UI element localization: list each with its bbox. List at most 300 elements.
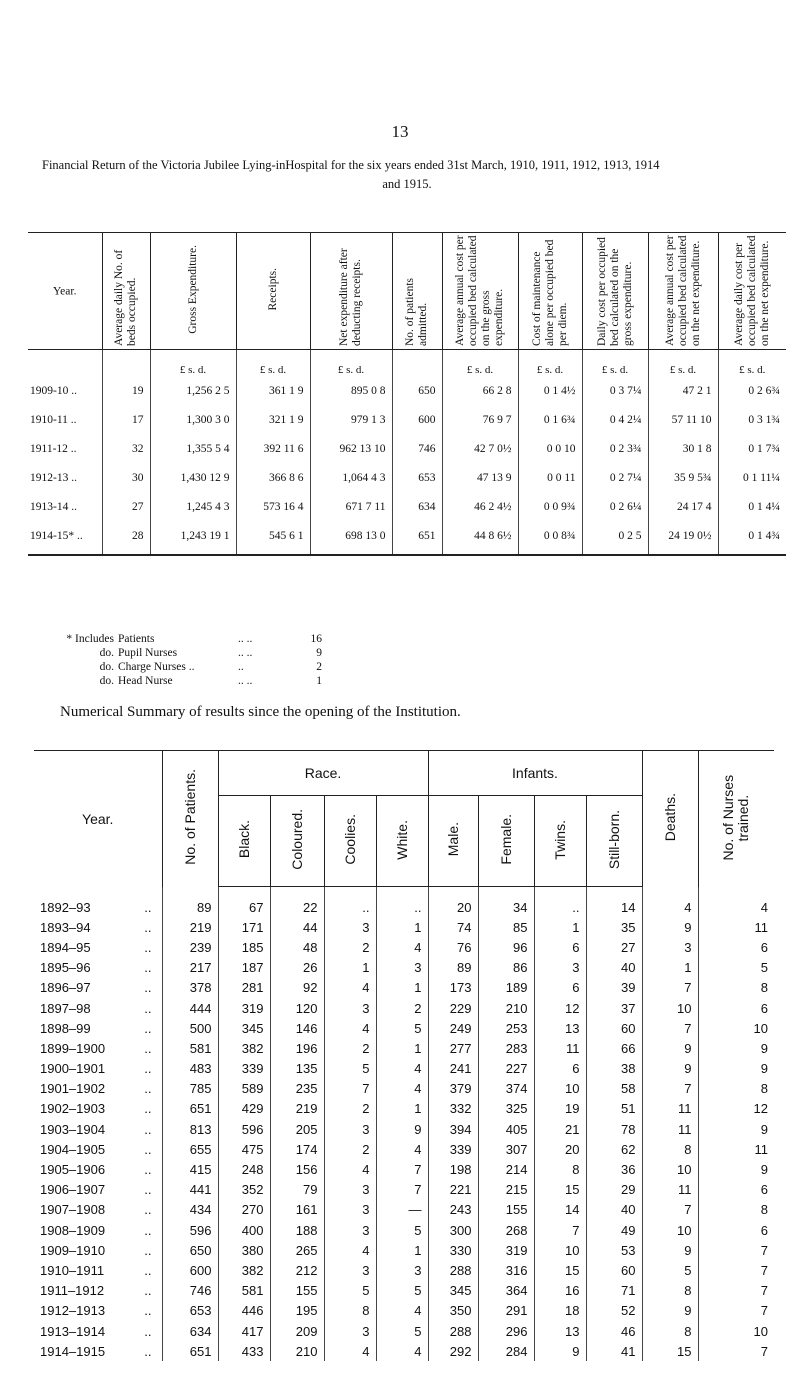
summary-value-cell: 581 [162,1038,218,1058]
summary-value-cell: 345 [218,1018,270,1038]
summary-value-cell: 11 [642,1099,698,1119]
summary-value-cell: 650 [162,1240,218,1260]
summary-value-cell: 3 [324,1119,376,1139]
summary-value-cell: 217 [162,958,218,978]
summary-header-male: Male. [428,796,478,887]
summary-value-cell: 209 [270,1321,324,1341]
summary-value-cell: 268 [478,1220,534,1240]
summary-value-cell: 9 [642,1038,698,1058]
fin-unit-cell: £ s. d. [648,350,718,377]
summary-value-cell: 288 [428,1260,478,1280]
summary-value-cell: 239 [162,937,218,957]
summary-value-cell: 1 [376,978,428,998]
summary-value-cell: 1 [376,1099,428,1119]
summary-value-cell: 6 [698,1220,774,1240]
fin-value-cell: 1,430 12 9 [150,463,236,492]
summary-value-cell: 7 [376,1180,428,1200]
summary-value-cell: 156 [270,1159,324,1179]
summary-value-cell: 210 [270,1341,324,1361]
summary-value-cell: 221 [428,1180,478,1200]
fin-value-cell: 0 0 11 [518,463,582,492]
summary-value-cell: 283 [478,1038,534,1058]
summary-year-cell: 1911–1912 .. [40,1283,152,1299]
summary-year-cell: 1908–1909 .. [40,1222,152,1238]
summary-value-cell: 655 [162,1139,218,1159]
summary-value-cell: 7 [642,1018,698,1038]
fin-value-cell: 651 [392,521,442,555]
summary-value-cell: 296 [478,1321,534,1341]
summary-value-cell: 5 [642,1260,698,1280]
summary-table-row [34,1220,774,1240]
fin-value-cell: 57 11 10 [648,405,718,434]
fin-value-cell: 671 7 11 [310,492,392,521]
summary-value-cell: 248 [218,1159,270,1179]
summary-table-row [34,1059,774,1079]
summary-value-cell: 155 [478,1200,534,1220]
summary-table-row [34,1200,774,1220]
summary-value-cell: 214 [478,1159,534,1179]
summary-table-row [34,897,774,917]
summary-value-cell: 8 [642,1139,698,1159]
summary-value-cell: 58 [586,1079,642,1099]
summary-value-cell: 746 [162,1281,218,1301]
summary-value-cell: 6 [698,1180,774,1200]
summary-year-cell: 1894–95 .. [40,939,152,955]
fin-header-col-6: Average annual cost per occupied bed calculated on the gross expenditure. [442,233,518,350]
summary-value-cell: 2 [324,1038,376,1058]
summary-value-cell: 146 [270,1018,324,1038]
summary-header-coloured: Coloured. [270,796,324,887]
footnote-row [52,674,322,688]
fin-value-cell: 32 [102,434,150,463]
summary-value-cell: 89 [428,958,478,978]
summary-value-cell: 7 [698,1301,774,1321]
financial-title-line2: and 1915. [382,177,432,191]
summary-value-cell: 79 [270,1180,324,1200]
summary-value-cell: 8 [534,1159,586,1179]
summary-year-cell: 1895–96 .. [40,960,152,976]
summary-value-cell: 14 [586,897,642,917]
summary-value-cell: 9 [642,1301,698,1321]
summary-value-cell: 600 [162,1260,218,1280]
fin-value-cell: 366 8 6 [236,463,310,492]
summary-value-cell: 18 [534,1301,586,1321]
summary-year-cell: 1900–1901 .. [40,1061,152,1077]
summary-value-cell: — [376,1200,428,1220]
summary-table-row [34,1240,774,1260]
summary-table-row [34,1079,774,1099]
fin-value-cell: 321 1 9 [236,405,310,434]
financial-title [42,156,772,194]
summary-value-cell: 444 [162,998,218,1018]
summary-value-cell: 8 [642,1321,698,1341]
summary-value-cell: 12 [698,1099,774,1119]
summary-value-cell: 7 [376,1159,428,1179]
fin-value-cell: 0 1 6¾ [518,405,582,434]
summary-value-cell: 189 [478,978,534,998]
summary-group-infants: Infants. [428,751,642,796]
summary-value-cell: 434 [162,1200,218,1220]
summary-year-cell: 1913–1914 .. [40,1323,152,1339]
summary-value-cell: 7 [642,1200,698,1220]
fin-value-cell: 0 2 6¾ [718,376,786,405]
summary-header-deaths: Deaths. [642,751,698,887]
summary-value-cell: 265 [270,1240,324,1260]
summary-value-cell: 379 [428,1079,478,1099]
summary-value-cell: 5 [376,1018,428,1038]
summary-value-cell: 4 [376,1139,428,1159]
summary-value-cell: 653 [162,1301,218,1321]
summary-value-cell: 9 [698,1159,774,1179]
summary-value-cell: 60 [586,1018,642,1038]
summary-value-cell: 185 [218,937,270,957]
summary-value-cell: 9 [698,1059,774,1079]
summary-value-cell: 67 [218,897,270,917]
summary-header-year: Year. [34,751,162,887]
summary-value-cell: 5 [324,1281,376,1301]
summary-value-cell: 3 [642,937,698,957]
summary-year-cell: 1899–1900 .. [40,1040,152,1056]
summary-value-cell: 155 [270,1281,324,1301]
fin-header-col-3: Receipts. [236,233,310,350]
summary-header-stillborn: Still-born. [586,796,642,887]
summary-value-cell: 188 [270,1220,324,1240]
summary-value-cell: 5 [698,958,774,978]
summary-value-cell: 4 [376,1059,428,1079]
summary-value-cell: 2 [324,937,376,957]
summary-table-row [34,1119,774,1139]
fin-value-cell: 0 0 10 [518,434,582,463]
summary-value-cell: 374 [478,1079,534,1099]
summary-value-cell: 415 [162,1159,218,1179]
fin-table-row [28,376,786,405]
fin-value-cell: 0 3 1¾ [718,405,786,434]
fin-value-cell: 44 8 6½ [442,521,518,555]
summary-value-cell: 651 [162,1099,218,1119]
fin-value-cell: 653 [392,463,442,492]
summary-year-cell: 1907–1908 .. [40,1202,152,1218]
summary-value-cell: 6 [698,998,774,1018]
summary-value-cell: 405 [478,1119,534,1139]
summary-value-cell: 78 [586,1119,642,1139]
summary-value-cell: 339 [218,1059,270,1079]
summary-value-cell: 37 [586,998,642,1018]
footnote-lead: * Includes [66,633,114,645]
footnote-item: Pupil Nurses [118,647,178,659]
summary-value-cell: 39 [586,978,642,998]
summary-value-cell: 8 [698,1200,774,1220]
summary-value-cell: 11 [642,1180,698,1200]
summary-value-cell: 270 [218,1200,270,1220]
summary-value-cell: 26 [270,958,324,978]
summary-header-female: Female. [478,796,534,887]
summary-year-cell: 1905–1906 .. [40,1162,152,1178]
fin-value-cell: 30 1 8 [648,434,718,463]
footnote-dots: .. .. [238,675,253,687]
fin-header-year: Year. [28,233,102,350]
summary-value-cell: 4 [324,978,376,998]
summary-value-cell: 364 [478,1281,534,1301]
summary-value-cell: 319 [218,998,270,1018]
summary-value-cell: 92 [270,978,324,998]
summary-value-cell: 446 [218,1301,270,1321]
summary-value-cell: 3 [376,1260,428,1280]
summary-year-cell: 1896–97 .. [40,980,152,996]
fin-header-col-7: Cost of maintenance alone per occupied bed per diem. [518,233,582,350]
summary-value-cell: 1 [324,958,376,978]
summary-group-race: Race. [218,751,428,796]
summary-value-cell: 4 [324,1341,376,1361]
summary-value-cell: 400 [218,1220,270,1240]
summary-value-cell: 174 [270,1139,324,1159]
summary-value-cell: 4 [642,897,698,917]
summary-year-cell: 1903–1904 .. [40,1121,152,1137]
summary-value-cell: 5 [376,1220,428,1240]
footnote-row [52,660,322,674]
summary-value-cell: 14 [534,1200,586,1220]
summary-header-patients: No. of Patients. [162,751,218,887]
fin-value-cell: 76 9 7 [442,405,518,434]
summary-value-cell: 35 [586,917,642,937]
fin-value-cell: 0 1 4¼ [718,492,786,521]
summary-value-cell: 1 [534,917,586,937]
summary-value-cell: 4 [698,897,774,917]
summary-value-cell: 49 [586,1220,642,1240]
summary-value-cell: 288 [428,1321,478,1341]
summary-value-cell: 249 [428,1018,478,1038]
summary-value-cell: 350 [428,1301,478,1321]
summary-value-cell: 332 [428,1099,478,1119]
summary-value-cell: 300 [428,1220,478,1240]
summary-value-cell: 11 [698,1139,774,1159]
summary-year-cell: 1897–98 .. [40,1000,152,1016]
summary-value-cell: 339 [428,1139,478,1159]
summary-value-cell: 20 [534,1139,586,1159]
summary-value-cell: 10 [534,1240,586,1260]
summary-value-cell: 210 [478,998,534,1018]
summary-table-row [34,1018,774,1038]
financial-return-table [28,232,786,556]
fin-year-cell: 1914-15* .. [28,521,102,555]
summary-table-row [34,1038,774,1058]
summary-table-row [34,978,774,998]
fin-table-row [28,492,786,521]
summary-value-cell: 187 [218,958,270,978]
summary-year-cell: 1909–1910 .. [40,1242,152,1258]
fin-value-cell: 0 2 6¼ [582,492,648,521]
fin-year-cell: 1910-11 .. [30,413,77,426]
footnote-lead: do. [99,647,114,659]
summary-value-cell: 3 [534,958,586,978]
fin-value-cell: 1,256 2 5 [150,376,236,405]
summary-value-cell: 51 [586,1099,642,1119]
fin-value-cell: 0 2 7¼ [582,463,648,492]
summary-value-cell: 9 [642,917,698,937]
summary-value-cell: 46 [586,1321,642,1341]
fin-value-cell: 0 1 11¼ [718,463,786,492]
summary-year-cell: 1910–1911 .. [40,1262,152,1278]
summary-value-cell: 96 [478,937,534,957]
footnotes [52,632,322,688]
summary-value-cell: 74 [428,917,478,937]
summary-value-cell: 307 [478,1139,534,1159]
summary-value-cell: 651 [162,1341,218,1361]
summary-value-cell: 596 [162,1220,218,1240]
summary-value-cell: 7 [324,1079,376,1099]
summary-value-cell: .. [534,897,586,917]
footnote-item: Charge Nurses .. [118,661,195,673]
summary-value-cell: 4 [324,1240,376,1260]
fin-header-col-5: No. of patients admitted. [392,233,442,350]
summary-header-coolies: Coolies. [324,796,376,887]
summary-value-cell: 281 [218,978,270,998]
summary-value-cell: 11 [534,1038,586,1058]
summary-value-cell: 6 [534,937,586,957]
summary-value-cell: 89 [162,897,218,917]
summary-header-nurses: No. of Nurses trained. [698,751,774,887]
summary-value-cell: 9 [534,1341,586,1361]
fin-header-col-8: Daily cost per occupied bed calculated on the gross expenditure. [582,233,648,350]
summary-value-cell: 378 [162,978,218,998]
summary-value-cell: 86 [478,958,534,978]
fin-header-col-1: Average daily No. of beds occupied. [102,233,150,350]
fin-value-cell: 361 1 9 [236,376,310,405]
summary-value-cell: 227 [478,1059,534,1079]
fin-value-cell: 28 [102,521,150,555]
fin-value-cell: 0 4 2¼ [582,405,648,434]
summary-table-row [34,937,774,957]
summary-value-cell: 9 [698,1038,774,1058]
fin-unit-cell: £ s. d. [582,350,648,377]
fin-value-cell: 24 19 0½ [648,521,718,555]
summary-value-cell: 20 [428,897,478,917]
fin-unit-cell: £ s. d. [718,350,786,377]
summary-value-cell: 2 [324,1139,376,1159]
summary-value-cell: 48 [270,937,324,957]
fin-unit-cell: £ s. d. [442,350,518,377]
summary-value-cell: 34 [478,897,534,917]
fin-unit-cell: £ s. d. [518,350,582,377]
summary-value-cell: 441 [162,1180,218,1200]
fin-table-row [28,405,786,434]
summary-value-cell: 8 [324,1301,376,1321]
summary-value-cell: 235 [270,1079,324,1099]
summary-value-cell: 13 [534,1018,586,1038]
summary-header-black: Black. [218,796,270,887]
fin-value-cell: 17 [102,405,150,434]
footnote-value: 1 [316,675,322,687]
fin-table-row [28,434,786,463]
fin-value-cell: 0 2 5 [582,521,648,555]
summary-value-cell: 85 [478,917,534,937]
summary-value-cell: 29 [586,1180,642,1200]
summary-value-cell: 2 [324,1099,376,1119]
summary-value-cell: 4 [376,937,428,957]
fin-value-cell: 545 6 1 [236,521,310,555]
summary-value-cell: 7 [698,1260,774,1280]
summary-value-cell: 382 [218,1260,270,1280]
summary-value-cell: 171 [218,917,270,937]
numerical-summary-table [34,750,774,1361]
summary-value-cell: 4 [376,1341,428,1361]
fin-unit-cell: £ s. d. [236,350,310,377]
summary-value-cell: 325 [478,1099,534,1119]
summary-value-cell: 219 [270,1099,324,1119]
summary-value-cell: 483 [162,1059,218,1079]
summary-value-cell: 53 [586,1240,642,1260]
summary-value-cell: 1 [642,958,698,978]
summary-value-cell: 394 [428,1119,478,1139]
summary-value-cell: 3 [324,998,376,1018]
summary-value-cell: 10 [642,998,698,1018]
summary-value-cell: 27 [586,937,642,957]
summary-value-cell: 3 [324,1180,376,1200]
summary-value-cell: 3 [324,1321,376,1341]
footnote-lead: do. [99,675,114,687]
summary-value-cell: 11 [698,917,774,937]
summary-value-cell: 16 [534,1281,586,1301]
fin-value-cell: 1,064 4 3 [310,463,392,492]
summary-value-cell: 581 [218,1281,270,1301]
fin-value-cell: 42 7 0½ [442,434,518,463]
summary-value-cell: 3 [324,917,376,937]
fin-value-cell: 573 16 4 [236,492,310,521]
summary-value-cell: .. [324,897,376,917]
summary-header-twins: Twins. [534,796,586,887]
summary-value-cell: 15 [534,1260,586,1280]
fin-value-cell: 24 17 4 [648,492,718,521]
summary-value-cell: 3 [376,958,428,978]
summary-value-cell: 4 [376,1301,428,1321]
fin-header-col-4: Net expenditure after deducting receipts. [310,233,392,350]
summary-value-cell: 319 [478,1240,534,1260]
fin-year-cell: 1909-10 .. [30,384,77,397]
footnote-item: Patients [118,633,155,645]
summary-table-row [34,1301,774,1321]
summary-value-cell: 429 [218,1099,270,1119]
summary-value-cell: 6 [534,978,586,998]
summary-year-cell: 1906–1907 .. [40,1182,152,1198]
summary-value-cell: 7 [534,1220,586,1240]
summary-value-cell: 1 [376,1038,428,1058]
summary-value-cell: 500 [162,1018,218,1038]
fin-value-cell: 1,243 19 1 [150,521,236,555]
summary-value-cell: 7 [698,1281,774,1301]
summary-value-cell: 195 [270,1301,324,1321]
fin-year-cell: 1911-12 .. [30,442,77,455]
fin-value-cell: 0 2 3¾ [582,434,648,463]
summary-table-row [34,1180,774,1200]
summary-year-cell: 1901–1902 .. [40,1081,152,1097]
summary-value-cell: 2 [376,998,428,1018]
fin-value-cell: 46 2 4½ [442,492,518,521]
summary-value-cell: 243 [428,1200,478,1220]
summary-value-cell: 21 [534,1119,586,1139]
summary-value-cell: 62 [586,1139,642,1159]
summary-value-cell: 292 [428,1341,478,1361]
fin-value-cell: 0 0 8¾ [518,521,582,555]
summary-value-cell: 12 [534,998,586,1018]
summary-value-cell: 253 [478,1018,534,1038]
summary-value-cell: 4 [324,1018,376,1038]
summary-value-cell: 3 [324,1260,376,1280]
summary-table-row [34,1341,774,1361]
summary-year-cell: 1892–93 .. [40,899,152,915]
fin-value-cell: 698 13 0 [310,521,392,555]
summary-table-row [34,1260,774,1280]
summary-value-cell: 3 [324,1220,376,1240]
fin-value-cell: 0 1 4½ [518,376,582,405]
